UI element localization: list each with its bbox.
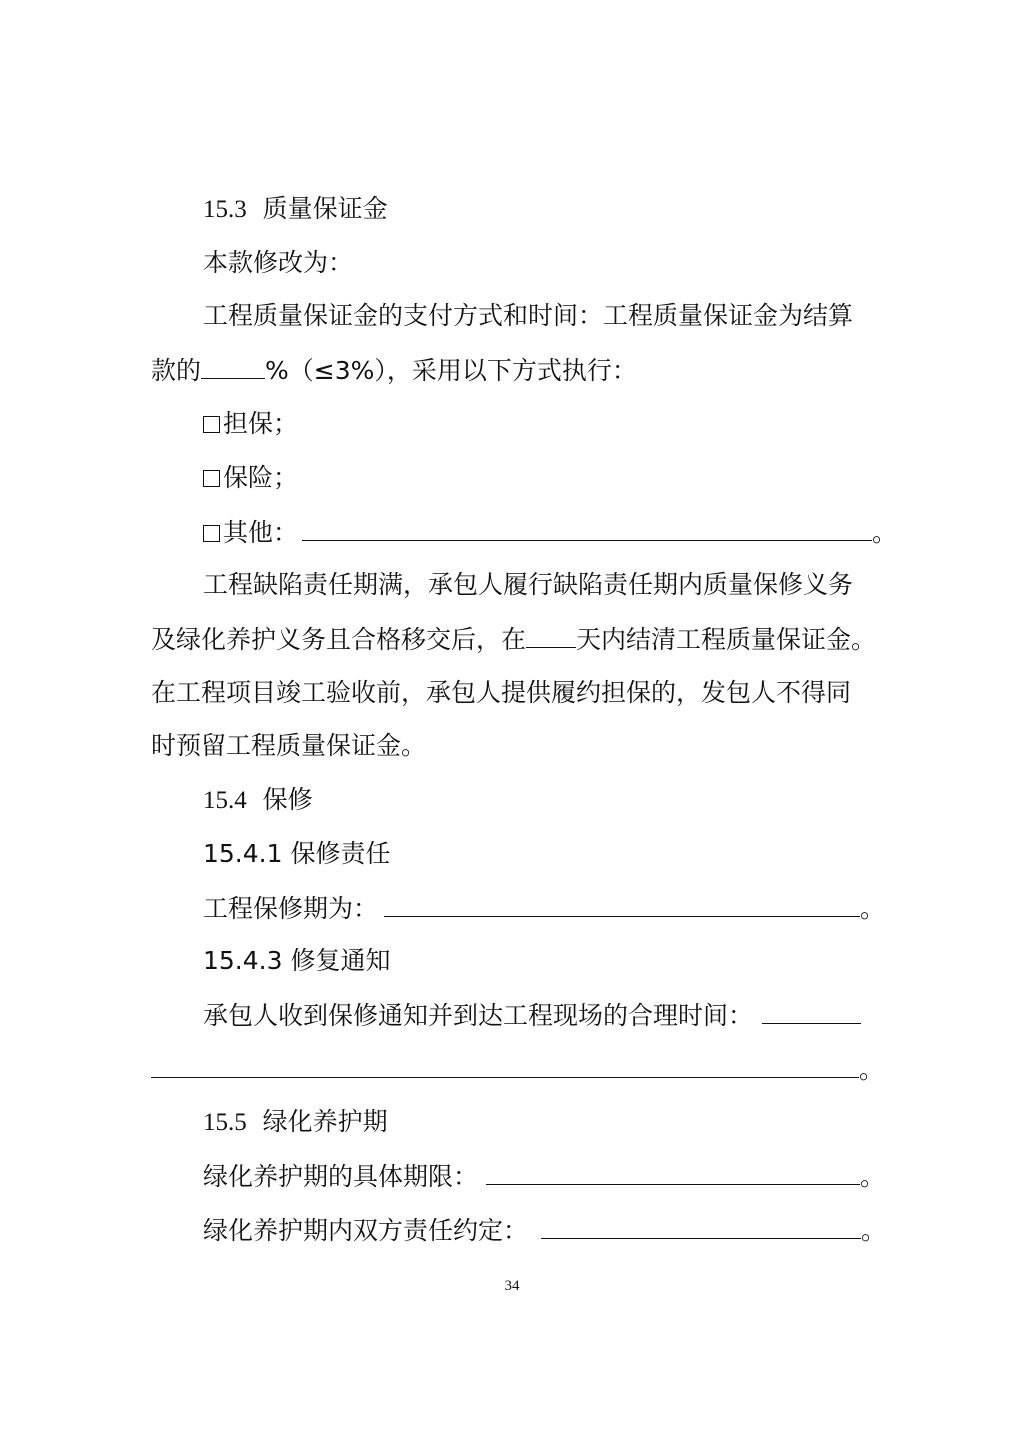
maintenance-term-line <box>203 1158 885 1194</box>
warranty-period-blank-field[interactable] <box>384 890 860 917</box>
line-end-mark: 。 <box>859 1055 885 1084</box>
section-number: 15.4 <box>203 787 247 814</box>
section-number: 15.3 <box>203 196 247 223</box>
section-15-5-heading <box>203 1104 388 1140</box>
settlement-paragraph-line-1: 工程缺陷责任期满，承包人履行缺陷责任期内质量保修义务 <box>203 570 854 599</box>
repair-time-blank-field[interactable] <box>762 997 861 1024</box>
option-label: 其他： <box>223 518 299 547</box>
option-guarantee <box>203 406 298 442</box>
other-blank-field[interactable] <box>302 514 872 541</box>
paragraph-text: 款的 <box>151 356 202 385</box>
option-insurance <box>203 460 298 496</box>
field-label: 承包人收到保修通知并到达工程现场的合理时间： <box>203 1001 754 1030</box>
option-label: 担保； <box>223 409 299 438</box>
field-label: 绿化养护期内双方责任约定： <box>203 1216 529 1245</box>
subsection-15-4-3-heading: 15.4.3 修复通知 <box>203 946 391 975</box>
field-label: 绿化养护期的具体期限： <box>203 1162 479 1191</box>
settlement-paragraph-line-4: 时预留工程质量保证金。 <box>151 731 427 760</box>
checkbox-icon[interactable] <box>203 470 220 487</box>
payment-paragraph-line-2 <box>151 352 637 388</box>
responsibility-blank-field[interactable] <box>541 1212 861 1239</box>
section-title: 保修 <box>262 785 313 814</box>
responsibility-line <box>203 1212 886 1248</box>
settlement-paragraph-line-3: 在工程项目竣工验收前，承包人提供履约担保的，发包人不得同 <box>151 678 852 707</box>
section-title: 质量保证金 <box>262 194 388 223</box>
paragraph-text: %（≤3%），采用以下方式执行： <box>265 356 637 385</box>
settlement-paragraph-line-2 <box>151 621 876 657</box>
option-label: 保险； <box>223 463 299 492</box>
warranty-period-line <box>203 890 885 926</box>
days-blank-field[interactable] <box>526 621 576 648</box>
subsection-15-4-1-heading: 15.4.1 保修责任 <box>203 839 391 868</box>
amendment-intro: 本款修改为： <box>203 248 354 277</box>
paragraph-text: 天内结清工程质量保证金。 <box>576 625 877 654</box>
checkbox-icon[interactable] <box>203 416 220 433</box>
checkbox-icon[interactable] <box>203 525 220 542</box>
line-end-mark: 。 <box>861 1216 887 1245</box>
payment-paragraph-line-1: 工程质量保证金的支付方式和时间：工程质量保证金为结算 <box>203 301 854 330</box>
option-other <box>203 514 897 550</box>
field-label: 工程保修期为： <box>203 894 379 923</box>
section-number: 15.5 <box>203 1109 247 1136</box>
maintenance-term-blank-field[interactable] <box>486 1158 860 1185</box>
section-title: 绿化养护期 <box>262 1107 388 1136</box>
line-end-mark: 。 <box>860 1162 886 1191</box>
repair-time-blank-field-continued[interactable] <box>151 1051 859 1078</box>
line-end-mark: 。 <box>872 518 898 547</box>
section-15-4-heading <box>203 782 313 818</box>
repair-notice-continuation <box>151 1051 884 1087</box>
page-number: 34 <box>504 1278 520 1294</box>
section-15-3-heading <box>203 191 388 227</box>
repair-notice-line <box>203 997 861 1033</box>
line-end-mark: 。 <box>860 894 886 923</box>
percentage-blank-field[interactable] <box>201 352 265 379</box>
paragraph-text: 及绿化养护义务且合格移交后，在 <box>151 625 527 654</box>
